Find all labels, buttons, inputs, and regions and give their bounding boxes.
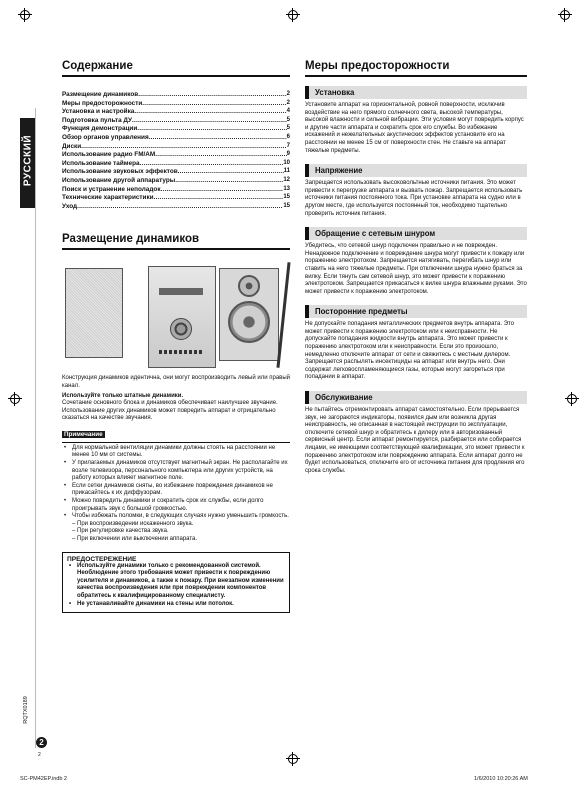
toc-item-title: Установка и настройка xyxy=(62,108,135,116)
section-text: Убедитесь, что сетевой шнур подключен правильно и не поврежден. Ненадежное подключение и повреждение шнура могут привести к пожару или поражению электротоком. Запрещается натягивать, перегибать шнур или ставить на него тяжелые предметы. При отключении шнура нужно браться за вилку. Если тянуть сам сетевой шнур, это может привести к поражению электротоком. Запрещается прикасаться к вилке шнура влажными руками. Это может привести к поражению электротоком. xyxy=(305,243,527,295)
section-text: Не пытайтесь отремонтировать аппарат самостоятельно. Если прерывается звук, не загораются индикаторы, появился дым или возникла другая неисправность, не описанная в настоящей инструкции по эксплуатации, отключите сетевой шнур и обратитесь к дилеру или в авторизованный сервисный центр. Если аппарат ремонтируется, разбирается или собирается лицами, не имеющими соответствующей квалификации, это может привести к поражению электротоком или повреждению аппарата. Если аппарат долго не будет использоваться, отключите его от источника питания для продления его срока службы. xyxy=(305,407,525,474)
toc-item-title: Обзор органов управления xyxy=(62,133,149,141)
right-column xyxy=(305,60,527,475)
page-number-badge: 2 xyxy=(36,737,47,748)
toc-leader-dots xyxy=(137,125,286,134)
toc-title: Содержание xyxy=(62,60,133,72)
speaker-system-illustration xyxy=(62,258,290,369)
section-text: Не допускайте попадания металлических предметов внутрь аппарата. Это может привести к поражению электротоком или к неисправности. Не допускайте попадания жидкости внутрь аппарата. Это может привести к поражению электротоком или к неисправности. Если это произошло, немедленно отключите аппарат от сети и свяжитесь с местным дилером. Запрещается распылять инсектициды на аппарат или внутрь него. Они содержат легковоспламеняющиеся газы, которые могут загореться при попадании в аппарат. xyxy=(305,321,515,381)
crop-mark-bottom-center xyxy=(286,752,300,766)
toc-leader-dots xyxy=(178,168,284,177)
toc-item[interactable] xyxy=(62,151,290,160)
language-tab xyxy=(20,118,36,208)
notes-list xyxy=(62,445,290,544)
note-sub-item: – При воспроизведении искаженного звука. xyxy=(72,520,194,527)
section-heading: Напряжение xyxy=(305,164,527,177)
toc-item-title: Поиск и устранение неполадок xyxy=(62,185,161,193)
toc-item-page: 11 xyxy=(283,168,290,175)
toc-item-page: 5 xyxy=(286,125,290,132)
toc-item[interactable] xyxy=(62,177,290,186)
note-label: Примечание xyxy=(64,430,103,438)
woofer-cone xyxy=(228,301,270,343)
toc-item[interactable] xyxy=(62,168,290,177)
unit-buttons xyxy=(159,350,203,354)
left-column xyxy=(62,60,290,613)
table-of-contents xyxy=(62,91,290,211)
toc-item-page: 2 xyxy=(286,91,290,97)
toc-leader-dots xyxy=(175,177,283,186)
toc-item-title: Функция демонстрации xyxy=(62,125,138,133)
section-text: Установите аппарат на горизонтальной, ровной поверхности, исключив воздействие на него прямого солнечного света, высокой температуры, высокой влажности и сильной вибрации. Эти условия могут повредить корпус и другие части аппарата и сократить срок его службы. Во избежание искажений и нежелательных акустических эффектов установите его на расстоянии не менее 15 см от поверхности стен. Не ставьте на аппарат тяжелые предметы. xyxy=(305,102,524,154)
toc-item[interactable] xyxy=(62,203,290,212)
toc-item-title: Диски xyxy=(62,142,82,150)
toc-item[interactable] xyxy=(62,108,290,117)
note-sub-item: – При включении или выключении аппарата. xyxy=(72,536,198,542)
section-heading: Обращение с сетевым шнуром xyxy=(305,227,527,240)
warning-item: • Не устанавливайте динамики на стены или потолок. xyxy=(67,601,285,609)
crop-mark-mid-right xyxy=(565,392,579,406)
toc-leader-dots xyxy=(142,100,286,109)
toc-item[interactable] xyxy=(62,134,290,143)
toc-item[interactable] xyxy=(62,160,290,169)
warning-title: ПРЕДОСТЕРЕЖЕНИЕ xyxy=(67,555,137,563)
precaution-sections xyxy=(305,86,527,475)
precautions-title-rule xyxy=(305,75,527,77)
crop-mark-top-right xyxy=(558,8,572,22)
toc-item[interactable] xyxy=(62,91,290,100)
section-heading: Посторонние предметы xyxy=(305,305,527,318)
section-heading: Установка xyxy=(305,86,527,99)
toc-title-rule xyxy=(62,75,290,77)
speakers-bold-line: Используйте только штатные динамики. xyxy=(62,392,184,399)
speakers-title: Размещение динамиков xyxy=(62,233,200,246)
side-divider xyxy=(35,108,36,748)
toc-item[interactable] xyxy=(62,186,290,195)
toc-leader-dots xyxy=(81,143,286,152)
toc-item-page: 5 xyxy=(286,116,290,123)
precaution-section xyxy=(305,391,527,475)
warnings-list xyxy=(67,563,285,609)
toc-item-page: 15 xyxy=(283,202,290,209)
toc-item-page: 10 xyxy=(283,159,290,166)
toc-item-title: Использование таймера xyxy=(62,159,140,167)
precaution-section xyxy=(305,227,527,296)
language-label: РУССКИЙ xyxy=(22,134,34,187)
toc-leader-dots xyxy=(77,203,283,212)
left-speaker-grille xyxy=(65,268,123,358)
precaution-section xyxy=(305,86,527,155)
toc-item-title: Уход xyxy=(62,202,78,210)
crop-mark-mid-left xyxy=(8,392,22,406)
toc-item[interactable] xyxy=(62,125,290,134)
warning-item: • Используйте динамики только с рекомендованной системой. Необлюдение этого требования может привести к повреждению усилителя и динамиков, а также к пожару. При внезапном изменении качества воспроизведения или при повреждении компонентов обратитесь к квалифицированному специалисту. xyxy=(67,563,285,601)
small-page-number: 2 xyxy=(38,752,41,758)
toc-leader-dots xyxy=(149,134,287,143)
toc-item-page: 2 xyxy=(286,99,290,106)
precautions-title: Меры предосторожности xyxy=(305,60,450,72)
doc-code: RQTX0189 xyxy=(23,696,29,724)
note-item: • Чтобы избежать поломки, в следующих случаях нужно уменьшить громкость. xyxy=(62,513,290,521)
note-rule xyxy=(62,442,290,443)
toc-item-title: Технические характеристики xyxy=(62,194,154,202)
toc-item-title: Меры предосторожности xyxy=(62,99,143,107)
speakers-intro: Конструкция динамиков идентична, они могут воспроизводить левый или правый канал. xyxy=(62,375,291,389)
toc-item[interactable] xyxy=(62,143,290,152)
precaution-section xyxy=(305,305,527,382)
toc-item-title: Подготовка пульта ДУ xyxy=(62,116,133,124)
toc-item-title: Использование звуковых эффектов xyxy=(62,168,178,176)
toc-leader-dots xyxy=(138,91,286,100)
toc-leader-dots xyxy=(161,186,284,195)
speakers-paragraph: Сочетание основного блока и динамиков обеспечивает наилучшее звучание. Использование других динамиков может повредить аппарат и отрицательно сказаться на качестве звучания. xyxy=(62,400,278,422)
toc-item-page: 4 xyxy=(286,108,290,115)
toc-item-page: 7 xyxy=(286,142,290,149)
toc-leader-dots xyxy=(132,117,287,126)
toc-leader-dots xyxy=(155,151,286,160)
note-item: • Для нормальной вентиляции динамики должны стоять на расстоянии не менее 10 мм от системы. xyxy=(62,445,290,460)
toc-leader-dots xyxy=(140,160,284,169)
speakers-title-rule xyxy=(62,248,290,250)
crop-mark-top-left xyxy=(18,8,32,22)
toc-item-page: 12 xyxy=(283,176,290,183)
note-item: • У прилагаемых динамиков отсутствует магнитный экран. Не располагайте их возле телевизора, персонального компьютера или других устройств, на работу которых влияет магнитное поле. xyxy=(62,460,290,483)
note-item: • Можно повредить динамики и сократить срок их службы, если долго проигрывать звук с большой громкостью. xyxy=(62,498,290,513)
toc-item-page: 13 xyxy=(283,185,290,192)
toc-item-page: 6 xyxy=(286,133,290,140)
toc-leader-dots xyxy=(134,108,286,117)
footer-file: SC-PM42EP.indb 2 xyxy=(20,776,67,782)
precaution-section xyxy=(305,164,527,218)
toc-item-title: Использование радио FM/AM xyxy=(62,151,156,159)
toc-leader-dots xyxy=(154,194,284,203)
toc-item[interactable] xyxy=(62,100,290,109)
disc-slot xyxy=(159,288,203,295)
note-item: • Если сетки динамиков сняты, во избежание повреждения динамиков не прикасайтесь к их диффузорам. xyxy=(62,483,290,498)
toc-item-title: Размещение динамиков xyxy=(62,91,139,98)
toc-item[interactable] xyxy=(62,194,290,203)
toc-item-title: Использование другой аппаратуры xyxy=(62,176,176,184)
section-text: Запрещается использовать высоковольтные источники питания. Это может привести к перегрузке аппарата и вызвать пожар. Запрещается использовать источники питания постоянного тока. При установке аппарата на судно или в другом месте, где используется постоянный ток, необходимо тщательно проверить источник питания. xyxy=(305,180,523,217)
toc-item-page: 15 xyxy=(283,194,290,201)
section-heading: Обслуживание xyxy=(305,391,527,404)
note-sub-item: – При регулировке качества звука. xyxy=(72,528,169,535)
crop-mark-top-center xyxy=(286,8,300,22)
warning-box xyxy=(62,552,290,614)
toc-item-page: 9 xyxy=(286,151,290,158)
toc-item[interactable] xyxy=(62,117,290,126)
footer-date: 1/6/2010 10:20:26 AM xyxy=(474,776,528,782)
